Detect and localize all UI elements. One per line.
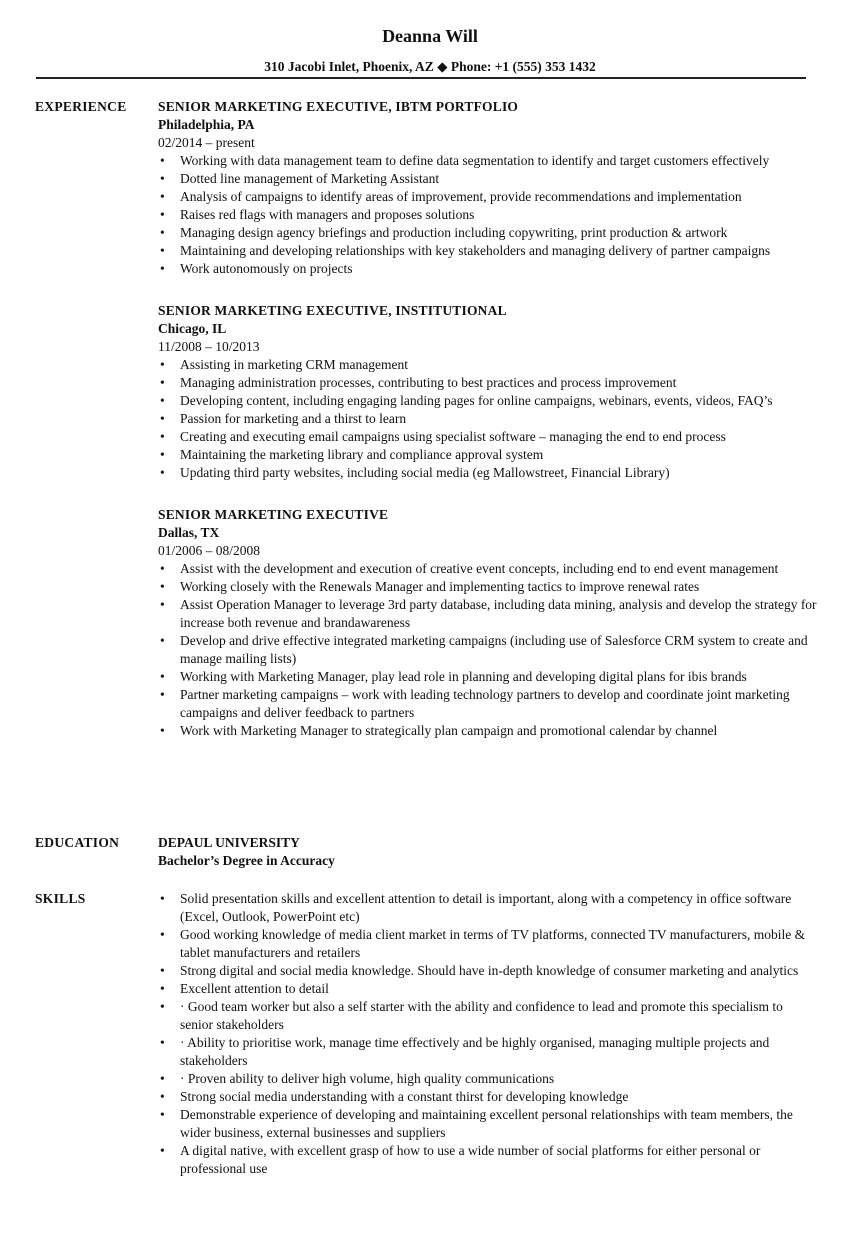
list-item: • Strong digital and social media knowledge. Should have in-depth knowledge of consumer marketing and analytics [158,962,818,980]
job-title: SENIOR MARKETING EXECUTIVE [158,507,389,522]
list-item: • Developing content, including engaging landing pages for online campaigns, webinars, events, videos, FAQ’s [158,392,818,410]
list-item: • Demonstrable experience of developing and maintaining excellent personal relationships with team members, the wider business, external businesses and suppliers [158,1106,818,1142]
job-location: Chicago, IL [158,321,227,336]
job-dates: 01/2006 – 08/2008 [158,543,261,558]
list-item: • Passion for marketing and a thirst to learn [158,410,818,428]
skills-bullets [158,890,818,1178]
degree: Bachelor’s Degree in Accuracy [158,853,335,868]
list-item: • Assisting in marketing CRM management [158,356,818,374]
list-item: • Excellent attention to detail [158,980,818,998]
list-item: • Raises red flags with managers and proposes solutions [158,206,818,224]
job-bullets [158,560,818,740]
list-item: • Working with data management team to define data segmentation to identify and target customers effectively [158,152,818,170]
list-item: • Develop and drive effective integrated marketing campaigns (including use of Salesforce CRM system to create and manage mailing lists) [158,632,818,668]
list-item: • Work autonomously on projects [158,260,818,278]
education-body [158,834,818,870]
job-bullets [158,356,818,482]
job-title: SENIOR MARKETING EXECUTIVE, IBTM PORTFOLIO [158,99,519,114]
section-title-education: EDUCATION [35,835,120,850]
list-item: • Solid presentation skills and excellent attention to detail is important, along with a competency in office software (Excel, Outlook, PowerPoint etc) [158,890,818,926]
job-dates: 11/2008 – 10/2013 [158,339,260,354]
list-item: • A digital native, with excellent grasp of how to use a wide number of social platforms for either personal or professional use [158,1142,818,1178]
list-item: • · Ability to prioritise work, manage time effectively and be highly organised, managing multiple projects and stakeholders [158,1034,818,1070]
list-item: • Creating and executing email campaigns using specialist software – managing the end to end process [158,428,818,446]
job-dates: 02/2014 – present [158,135,255,150]
list-item: • Updating third party websites, including social media (eg Mallowstreet, Financial Library) [158,464,818,482]
experience-body [158,98,818,764]
list-item: • Maintaining the marketing library and compliance approval system [158,446,818,464]
list-item: • Work with Marketing Manager to strategically plan campaign and promotional calendar by channel [158,722,818,740]
skills-body [158,890,818,1178]
contact-line: 310 Jacobi Inlet, Phoenix, AZ ◆ Phone: +1 (555) 353 1432 [264,59,596,74]
list-item: • Assist Operation Manager to leverage 3rd party database, including data mining, analysis and develop the strategy for increase both revenue and brandawareness [158,596,818,632]
job-entry [158,98,818,278]
list-item: • Assist with the development and execution of creative event concepts, including end to end event management [158,560,818,578]
list-item: • Maintaining and developing relationships with key stakeholders and managing delivery of partner campaigns [158,242,818,260]
list-item: • Dotted line management of Marketing Assistant [158,170,818,188]
list-item: • · Proven ability to deliver high volume, high quality communications [158,1070,818,1088]
job-entry [158,302,818,482]
section-title-experience: EXPERIENCE [35,99,127,114]
list-item: • Partner marketing campaigns – work with leading technology partners to develop and coordinate joint marketing campaigns and deliver feedback to partners [158,686,818,722]
section-title-skills: SKILLS [35,891,86,906]
job-location: Philadelphia, PA [158,117,255,132]
list-item: • Good working knowledge of media client market in terms of TV platforms, connected TV manufacturers, mobile & tablet manufacturers and retailers [158,926,818,962]
header-divider [36,77,806,79]
list-item: • Managing design agency briefings and production including copywriting, print production & artwork [158,224,818,242]
job-bullets [158,152,818,278]
job-title: SENIOR MARKETING EXECUTIVE, INSTITUTIONAL [158,303,507,318]
list-item: • Strong social media understanding with a constant thirst for developing knowledge [158,1088,818,1106]
list-item: • Managing administration processes, contributing to best practices and process improvement [158,374,818,392]
school-name: DEPAUL UNIVERSITY [158,835,300,850]
job-location: Dallas, TX [158,525,220,540]
list-item: • Working with Marketing Manager, play lead role in planning and developing digital plans for ibis brands [158,668,818,686]
job-entry [158,506,818,740]
candidate-name: Deanna Will [382,26,478,46]
list-item: • · Good team worker but also a self starter with the ability and confidence to lead and promote this specialism to senior stakeholders [158,998,818,1034]
list-item: • Analysis of campaigns to identify areas of improvement, provide recommendations and implementation [158,188,818,206]
list-item: • Working closely with the Renewals Manager and implementing tactics to improve renewal rates [158,578,818,596]
